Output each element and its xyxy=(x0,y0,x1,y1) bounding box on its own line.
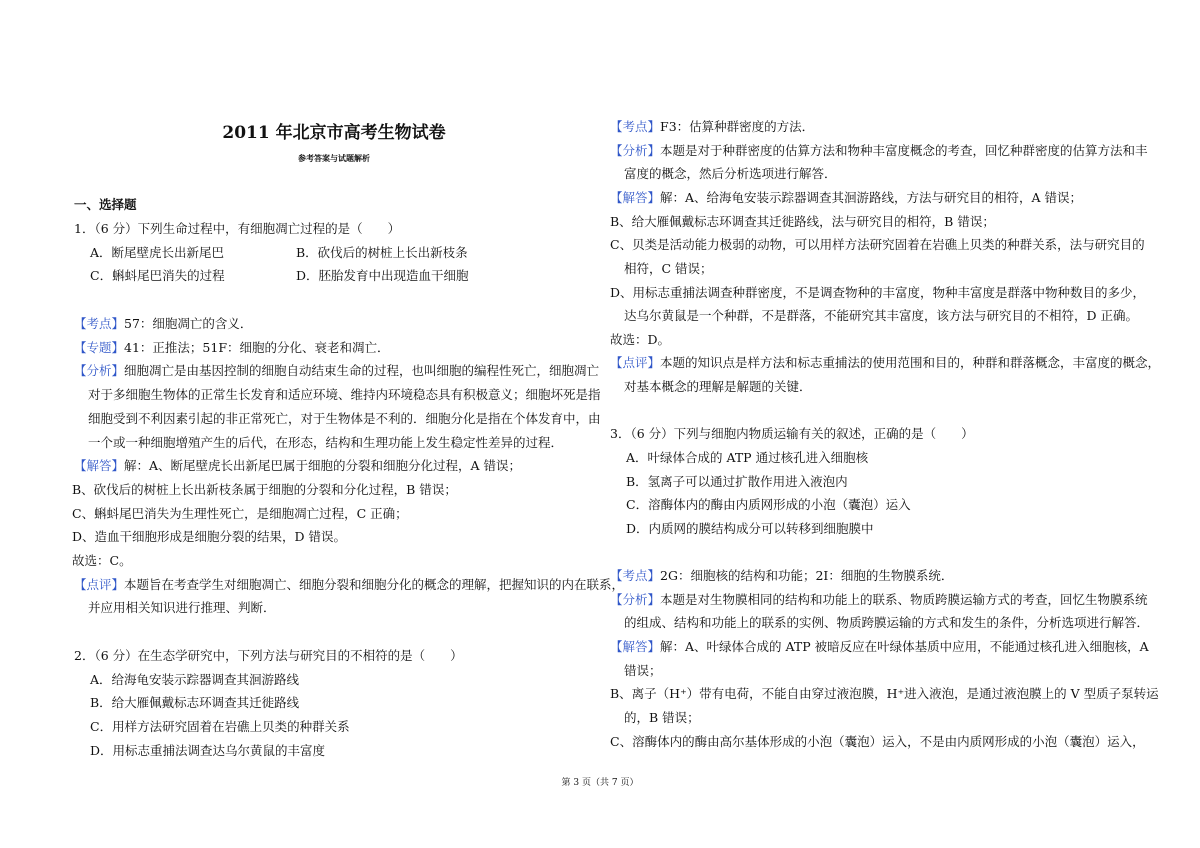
q2-jieda-line: 达乌尔黄鼠是一个种群，不是群落，不能研究其丰富度，该方法与研究目的不相符，D 正确。 xyxy=(624,308,1138,323)
fenxi-tag: 【分析】 xyxy=(610,592,661,607)
jieda-tag: 【解答】 xyxy=(610,190,661,205)
q3-fenxi-line: 的组成、结构和功能上的联系的实例、物质跨膜运输的方式和发生的条件，分析选项进行解答． xyxy=(624,615,1150,630)
q1-stem: 1．（6 分）下列生命过程中，有细胞凋亡过程的是（ ） xyxy=(74,221,401,236)
q3-fenxi: 【分析】本题是对生物膜相同的结构和功能上的联系、物质跨膜运输方式的考查，回忆生物膜系统 xyxy=(610,592,1148,607)
q2-fenxi-line: 富度的概念，然后分析选项进行解答． xyxy=(624,166,837,181)
q3-jieda-line: 错误； xyxy=(624,663,662,678)
q2-kaodian: 【考点】F3：估算种群密度的方法． xyxy=(610,119,815,134)
q2-dianping: 【点评】本题的知识点是样方法和标志重捕法的使用范围和目的，种群和群落概念，丰富度的概念， xyxy=(610,355,1161,370)
q1-option-d: D．胚胎发育中出现造血干细胞 xyxy=(296,268,469,283)
fenxi-tag: 【分析】 xyxy=(74,363,125,378)
q1-dianping: 【点评】本题旨在考查学生对细胞凋亡、细胞分裂和细胞分化的概念的理解，把握知识的内在联系， xyxy=(74,577,625,592)
q3-jieda-line: C、溶酶体内的酶由高尔基体形成的小泡（囊泡）运入，不是由内质网形成的小泡（囊泡）运入， xyxy=(610,734,1145,749)
q3-kaodian: 【考点】2G：细胞核的结构和功能；2I：细胞的生物膜系统． xyxy=(610,568,954,583)
q2-option-c: C．用样方法研究固着在岩礁上贝类的种群关系 xyxy=(90,719,350,734)
q1-fenxi-line: 对于多细胞生物体的正常生长发育和适应环境、维持内环境稳态具有积极意义；细胞坏死是指 xyxy=(88,387,601,402)
kaodian-tag: 【考点】 xyxy=(610,568,661,583)
q1-answer: 故选：C。 xyxy=(72,553,132,568)
dianping-tag: 【点评】 xyxy=(610,355,661,370)
q3-option-a: A．叶绿体合成的 ATP 通过核孔进入细胞核 xyxy=(626,450,869,465)
q1-jieda-line: D、造血干细胞形成是细胞分裂的结果，D 错误。 xyxy=(72,529,347,544)
q2-jieda-line: D、用标志重捕法调查种群密度，不是调查物种的丰富度，物种丰富度是群落中物种数目的多少， xyxy=(610,285,1146,300)
q3-option-b: B．氢离子可以通过扩散作用进入液泡内 xyxy=(626,474,848,489)
q1-fenxi-line: 一个或一种细胞增殖产生的后代，在形态，结构和生理功能上发生稳定性差异的过程． xyxy=(88,435,564,450)
q3-option-c: C．溶酶体内的酶由内质网形成的小泡（囊泡）运入 xyxy=(626,497,911,512)
q3-jieda: 【解答】解：A、叶绿体合成的 ATP 被暗反应在叶绿体基质中应用，不能通过核孔进入细胞核，A xyxy=(610,639,1149,654)
zhuanti-tag: 【专题】 xyxy=(74,340,125,355)
page-title: 2011 年北京市高考生物试卷 xyxy=(222,123,446,143)
q1-kaodian: 【考点】57：细胞凋亡的含义． xyxy=(74,316,253,331)
q3-stem: 3．（6 分）下列与细胞内物质运输有关的叙述，正确的是（ ） xyxy=(610,426,974,441)
q2-option-a: A．给海龟安装示踪器调查其洄游路线 xyxy=(90,672,300,687)
q2-jieda-line: B、给大雁佩戴标志环调查其迁徙路线，法与研究目的相符，B 错误； xyxy=(610,214,995,229)
kaodian-tag: 【考点】 xyxy=(610,119,661,134)
q1-option-a: A．断尾壁虎长出新尾巴 xyxy=(90,245,225,260)
q2-dianping-line: 对基本概念的理解是解题的关键． xyxy=(624,379,812,394)
page-footer: 第 3 页（共 7 页） xyxy=(561,778,639,788)
section-heading: 一、选择题 xyxy=(74,197,137,212)
q1-option-b: B．砍伐后的树桩上长出新枝条 xyxy=(296,245,468,260)
q3-option-d: D．内质网的膜结构成分可以转移到细胞膜中 xyxy=(626,521,874,536)
q1-zhuanti: 【专题】41：正推法；51F：细胞的分化、衰老和凋亡． xyxy=(74,340,390,355)
q2-answer: 故选：D。 xyxy=(610,332,671,347)
jieda-tag: 【解答】 xyxy=(74,458,125,473)
q3-jieda-line: B、离子（H⁺）带有电荷，不能自由穿过液泡膜，H⁺进入液泡，是通过液泡膜上的 V 型质子泵转运 xyxy=(610,686,1159,701)
q1-jieda-line: B、砍伐后的树桩上长出新枝条属于细胞的分裂和分化过程，B 错误； xyxy=(72,482,457,497)
q2-option-b: B．给大雁佩戴标志环调查其迁徙路线 xyxy=(90,695,300,710)
q1-fenxi: 【分析】细胞凋亡是由基因控制的细胞自动结束生命的过程，也叫细胞的编程性死亡，细胞凋亡 xyxy=(74,363,600,378)
dianping-tag: 【点评】 xyxy=(74,577,125,592)
q3-jieda-line: 的，B 错误； xyxy=(624,710,700,725)
kaodian-tag: 【考点】 xyxy=(74,316,125,331)
q2-jieda-line: C、贝类是活动能力极弱的动物，可以用样方法研究固着在岩礁上贝类的种群关系，法与研究目的 xyxy=(610,237,1145,252)
q2-jieda-line: 相符，C 错误； xyxy=(624,261,713,276)
page-subtitle: 参考答案与试题解析 xyxy=(298,153,370,163)
q1-dianping-line: 并应用相关知识进行推理、判断． xyxy=(88,600,276,615)
fenxi-tag: 【分析】 xyxy=(610,143,661,158)
q2-jieda: 【解答】解：A、给海龟安装示踪器调查其洄游路线，方法与研究目的相符，A 错误； xyxy=(610,190,1083,205)
q1-option-c: C．蝌蚪尾巴消失的过程 xyxy=(90,268,225,283)
q1-jieda-line: C、蝌蚪尾巴消失为生理性死亡，是细胞凋亡过程，C 正确； xyxy=(72,506,408,521)
q1-fenxi-line: 细胞受到不利因素引起的非正常死亡，对于生物体是不利的．细胞分化是指在个体发育中，由 xyxy=(88,411,601,426)
q2-option-d: D．用标志重捕法调查达乌尔黄鼠的丰富度 xyxy=(90,743,326,758)
q2-fenxi: 【分析】本题是对于种群密度的估算方法和物种丰富度概念的考查，回忆种群密度的估算方法和丰 xyxy=(610,143,1148,158)
q1-jieda: 【解答】解：A、断尾壁虎长出新尾巴属于细胞的分裂和细胞分化过程，A 错误； xyxy=(74,458,522,473)
q2-stem: 2．（6 分）在生态学研究中，下列方法与研究目的不相符的是（ ） xyxy=(74,648,463,663)
jieda-tag: 【解答】 xyxy=(610,639,661,654)
